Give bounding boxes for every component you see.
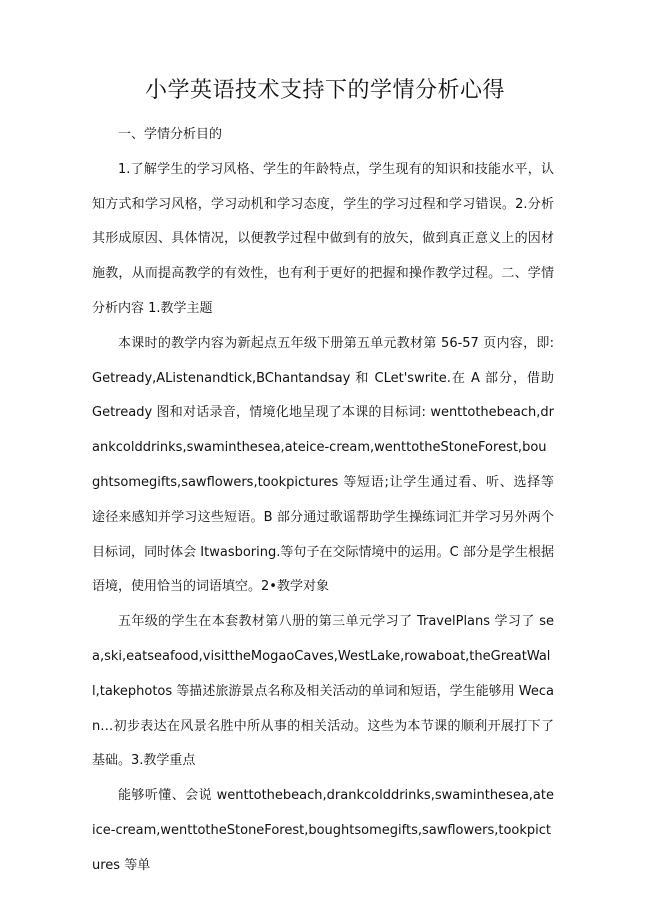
section-heading-purpose: 一、学情分析目的 bbox=[118, 127, 223, 142]
paragraph-teaching-target: 五年级的学生在本套教材第八册的第三单元学习了 TravelPlans 学习了 sea,ski,eatseafood,visittheMogaoCaves,WestLake,rowaboat,theGreatWall,takephotos 等描述旅游景点名称及相关活动的单词和短语，学生能够用 Wecan…初步表达在风景名胜中所从事的相关活动。这些为本节课的顺利开展打下了基础。3.教学重点 bbox=[92, 614, 554, 769]
document-body bbox=[92, 118, 554, 884]
paragraph-teaching-focus: 能够听懂、会说 wenttothebeach,drankcolddrinks,swaminthesea,ateice-cream,wenttotheStoneForest,boughtsomegifts,sawflowers,tookpictures 等单 bbox=[92, 788, 554, 873]
paragraph-purpose-details: 1.了解学生的学习风格、学生的年龄特点，学生现有的知识和技能水平，认知方式和学习风格，学习动机和学习态度，学生的学习过程和学习错误。2.分析其形成原因、具体情况，以便教学过程中做到有的放矢，做到真正意义上的因材施教，从而提高教学的有效性，也有利于更好的把握和操作教学过程。二、学情分析内容 1.教学主题 bbox=[92, 161, 554, 316]
document-title: 小学英语技术支持下的学情分析心得 bbox=[144, 78, 505, 103]
paragraph-teaching-content: 本课时的教学内容为新起点五年级下册第五单元教材第 56-57 页内容，即: Getready,AListenandtick,BChantandsay 和 CLet'swrite.在 A 部分，借助 Getready 图和对话录音，情境化地呈现了本课的目标词: wenttothebeach,drankcolddrinks,swaminthesea,ateice-cream,wenttotheStoneForest,boughtsomegifts,sawflowers,tookpictures 等短语;让学生通过看、听、选择等途径来感知并学习这些短语。B 部分通过歌谣帮助学生操练词汇并学习另外两个目标词，同时体会 Itwasboring.等句子在交际情境中的运用。C 部分是学生根据语境，使用恰当的词语填空。2•教学对象 bbox=[92, 335, 554, 595]
